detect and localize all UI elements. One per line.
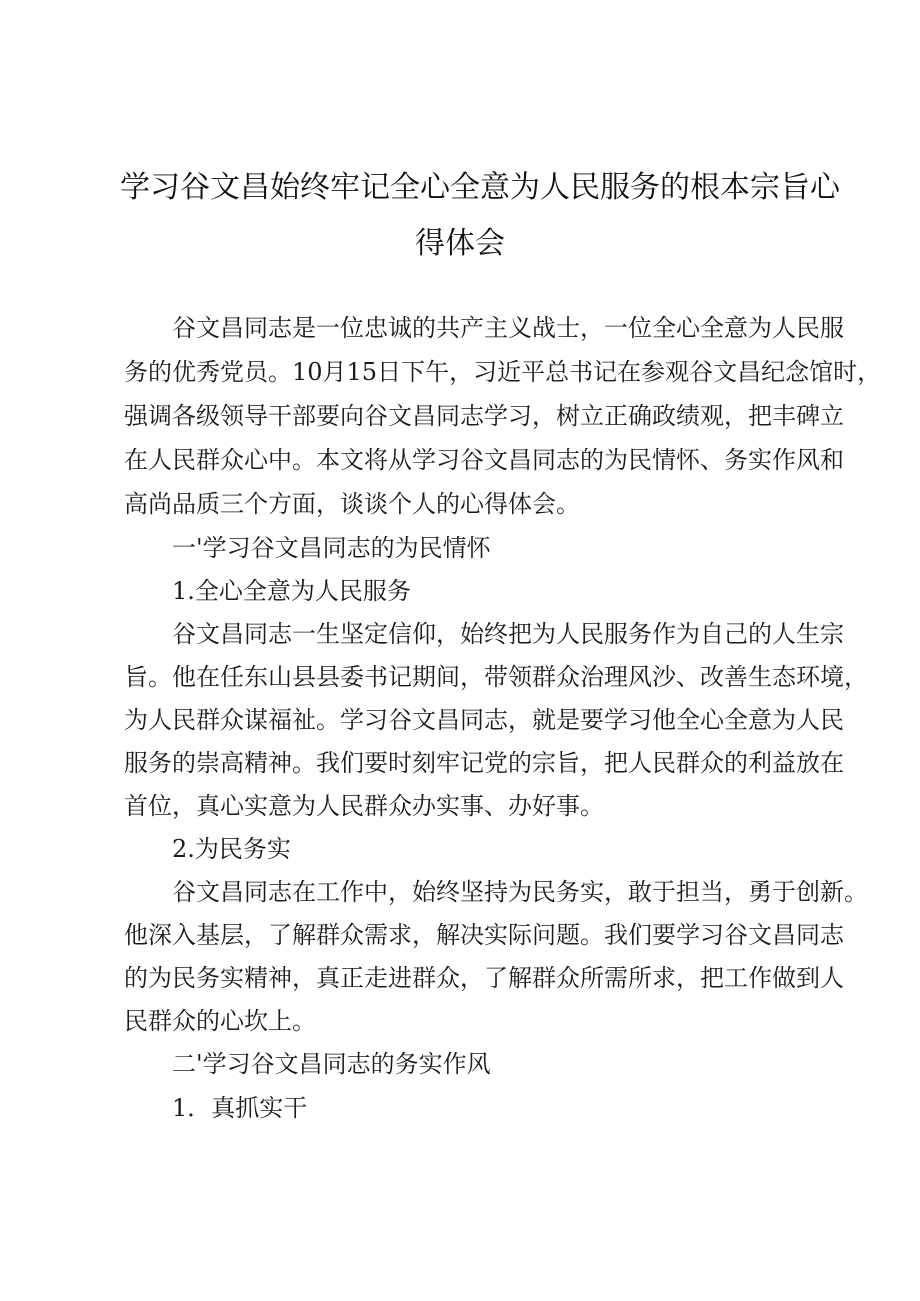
subsection-heading: 1.全心全意为人民服务 <box>172 577 411 605</box>
document-title-line-1: 学习谷文昌始终牢记全心全意为人民服务的根本宗旨心 <box>120 170 840 205</box>
paragraph-line: 服务的崇高精神。我们要时刻牢记党的宗旨，把人民群众的利益放在 <box>124 749 844 777</box>
paragraph-line: 谷文昌同志一生坚定信仰，始终把为人民服务作为自己的人生宗 <box>172 620 844 648</box>
paragraph-line: 他深入基层，了解群众需求，解决实际问题。我们要学习谷文昌同志 <box>124 921 844 949</box>
section-heading: 二'学习谷文昌同志的务实作风 <box>172 1050 491 1078</box>
paragraph-line: 强调各级领导干部要向谷文昌同志学习，树立正确政绩观，把丰碑立 <box>124 402 844 430</box>
subsection-heading: 1．真抓实干 <box>172 1094 308 1122</box>
paragraph-line: 在人民群众心中。本文将从学习谷文昌同志的为民情怀、务实作风和 <box>124 446 844 474</box>
paragraph-line: 为人民群众谋福祉。学习谷文昌同志，就是要学习他全心全意为人民 <box>124 706 844 734</box>
section-heading: 一'学习谷文昌同志的为民情怀 <box>172 534 491 562</box>
paragraph-line: 旨。他在任东山县县委书记期间，带领群众治理风沙、改善生态环境， <box>124 663 868 691</box>
document-title-line-2: 得体会 <box>415 226 505 261</box>
subsection-heading: 2.为民务实 <box>172 835 291 863</box>
paragraph-line: 高尚品质三个方面，谈谈个人的心得体会。 <box>124 490 580 518</box>
paragraph-line: 谷文昌同志在工作中，始终坚持为民务实，敢于担当，勇于创新。 <box>172 878 868 906</box>
paragraph-line: 首位，真心实意为人民群众办实事、办好事。 <box>124 792 604 820</box>
paragraph-line: 民群众的心坎上。 <box>124 1007 316 1035</box>
paragraph-line: 谷文昌同志是一位忠诚的共产主义战士，一位全心全意为人民服 <box>172 314 844 342</box>
paragraph-line: 的为民务实精神，真正走进群众，了解群众所需所求，把工作做到人 <box>124 964 844 992</box>
paragraph-line: 务的优秀党员。10月15日下午，习近平总书记在参观谷文昌纪念馆时， <box>124 358 882 386</box>
